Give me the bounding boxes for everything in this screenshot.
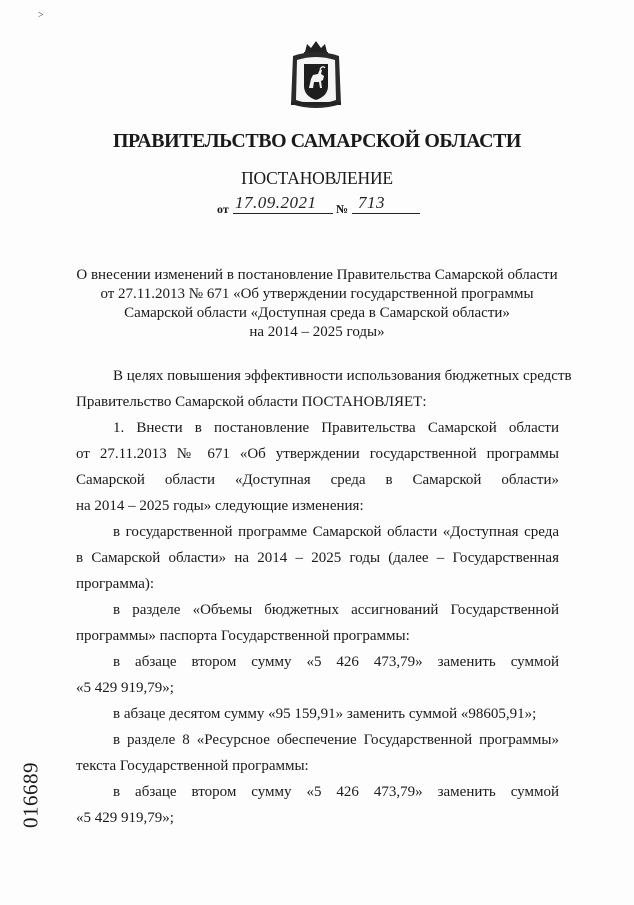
passport-para10-paragraph bbox=[76, 701, 559, 727]
serial-number-text: 016689 bbox=[18, 762, 43, 828]
government-title: ПРАВИТЕЛЬСТВО САМАРСКОЙ ОБЛАСТИ bbox=[112, 130, 522, 152]
date-label: от bbox=[217, 202, 229, 216]
section8-para2-paragraph bbox=[76, 779, 559, 831]
subject-line: О внесении изменений в постановление Правительства Самарской области bbox=[76, 267, 558, 283]
text-line: Самарской области «Доступная среда в Самарской области» bbox=[76, 472, 559, 488]
text-line: 1. Внести в постановление Правительства Самарской области bbox=[113, 420, 559, 436]
state-program-paragraph bbox=[76, 519, 559, 597]
text-line: в абзаце втором сумму «5 426 473,79» заменить суммой bbox=[113, 654, 559, 670]
number-value: 713 bbox=[358, 193, 385, 212]
coat-of-arms-icon bbox=[287, 38, 345, 112]
text-line: «5 429 919,79»; bbox=[76, 680, 174, 696]
date-value: 17.09.2021 bbox=[235, 193, 317, 212]
text-line: программы» паспорта Государственной программы: bbox=[76, 628, 410, 644]
text-line: в государственной программе Самарской области «Доступная среда bbox=[113, 524, 559, 540]
text-line: «5 429 919,79»; bbox=[76, 810, 174, 826]
passport-para2-paragraph bbox=[76, 649, 559, 701]
subject-line: от 27.11.2013 № 671 «Об утверждении государственной программы bbox=[100, 286, 534, 302]
passport-section-paragraph bbox=[76, 597, 559, 649]
text-line: в разделе 8 «Ресурсное обеспечение Государственной программы» bbox=[113, 732, 559, 748]
subject-line: Самарской области «Доступная среда в Самарской области» bbox=[124, 305, 510, 321]
text-line: в абзаце десятом сумму «95 159,91» заменить суммой «98605,91»; bbox=[113, 706, 537, 722]
item-1-paragraph bbox=[76, 415, 559, 519]
text-line: в разделе «Объемы бюджетных ассигнований Государственной bbox=[113, 602, 559, 618]
section8-paragraph bbox=[76, 727, 559, 779]
text-line: Правительство Самарской области ПОСТАНОВЛЯЕТ: bbox=[76, 394, 427, 410]
scan-mark: ˃ bbox=[38, 10, 44, 21]
date-underline bbox=[233, 213, 333, 214]
text-line: текста Государственной программы: bbox=[76, 758, 309, 774]
serial-number bbox=[18, 760, 44, 830]
text-line: в абзаце втором сумму «5 426 473,79» заменить суммой bbox=[113, 784, 559, 800]
text-line: программа): bbox=[76, 576, 155, 592]
number-underline bbox=[352, 213, 420, 214]
document-type: ПОСТАНОВЛЕНИЕ bbox=[241, 168, 393, 188]
document-body bbox=[76, 363, 572, 831]
text-line: в Самарской области» на 2014 – 2025 годы (далее – Государственная bbox=[76, 550, 559, 566]
subject-line: на 2014 – 2025 годы» bbox=[249, 324, 385, 340]
number-label: № bbox=[336, 202, 349, 216]
preamble-paragraph bbox=[76, 363, 572, 415]
text-line: от 27.11.2013 № 671 «Об утверждении государственной программы bbox=[76, 446, 559, 462]
text-line: В целях повышения эффективности использования бюджетных средств bbox=[113, 368, 572, 384]
text-line: на 2014 – 2025 годы» следующие изменения: bbox=[76, 498, 364, 514]
document-subject bbox=[0, 266, 634, 342]
